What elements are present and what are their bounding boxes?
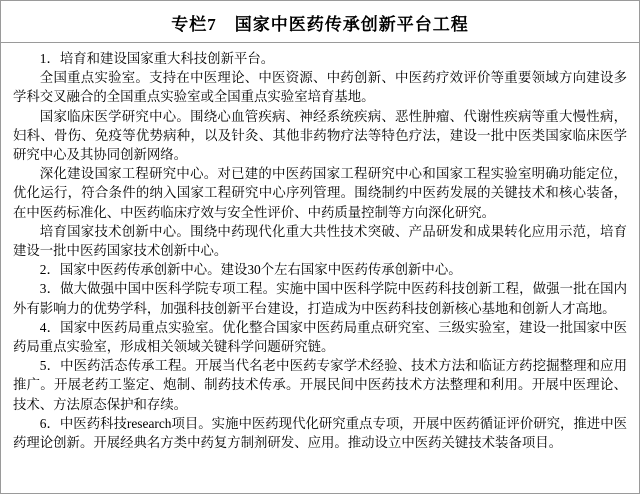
paragraph: 1．培育和建设国家重大科技创新平台。 bbox=[39, 51, 275, 66]
paragraph: 3．做大做强中国中医科学院专项工程。实施中国中医科学院中医药科技创新工程，做强一批在国内外有影响力的优势学科，加强科技创新平台建设，打造成为中医药科技创新核心基地和创新人才高地。 bbox=[13, 281, 627, 316]
paragraph: 4．国家中医药局重点实验室。优化整合国家中医药局重点研究室、三级实验室，建设一批国家中医药局重点实验室，形成相关领域关键科学问题研究链。 bbox=[13, 319, 627, 355]
paragraph: 全国重点实验室。支持在中医理论、中医资源、中药创新、中医药疗效评价等重要领域方向建设多学科交叉融合的全国重点实验室或全国重点实验室培育基地。 bbox=[13, 70, 627, 105]
document-body bbox=[1, 43, 639, 456]
paragraph: 深化建设国家工程研究中心。对已建的中医药国家工程研究中心和国家工程实验室明确功能定位，优化运行，符合条件的纳入国家工程研究中心序列管理。围绕制约中医药发展的关键技术和核心装备，在中医药标准化、中医药临床疗效与安全性评价、中药质量控制等方向深化研究。 bbox=[13, 166, 627, 220]
document-title-block bbox=[1, 1, 639, 43]
paragraph: 6．中医药科技research项目。实施中医药现代化研究重点专项，开展中医药循证评价研究，推进中医药理论创新。开展经典名方类中药复方制剂研发、应用。推动设立中医药关键技术装备项目。 bbox=[13, 415, 627, 451]
page-title: 专栏7 国家中医药传承创新平台工程 bbox=[171, 15, 469, 34]
paragraph: 5．中医药活态传承工程。开展当代名老中医药专家学术经验、技术方法和临证方药挖掘整理和应用推广。开展老药工鉴定、炮制、制药技术传承。开展民间中医药技术方法整理和利用。开展中医理论、技术、方法原态保护和存续。 bbox=[13, 358, 627, 412]
paragraph: 培育国家技术创新中心。围绕中药现代化重大共性技术突破、产品研发和成果转化应用示范，培育建设一批中医药国家技术创新中心。 bbox=[13, 223, 627, 259]
paragraph: 2．国家中医药传承创新中心。建设30个左右国家中医药传承创新中心。 bbox=[39, 262, 462, 278]
paragraph: 国家临床医学研究中心。围绕心血管疾病、神经系统疾病、恶性肿瘤、代谢性疾病等重大慢性病，妇科、骨伤、免疫等优势病种，以及针灸、其他非药物疗法等特色疗法，建设一批中医类国家临床医学研究中心及其协同创新网络。 bbox=[13, 108, 627, 163]
